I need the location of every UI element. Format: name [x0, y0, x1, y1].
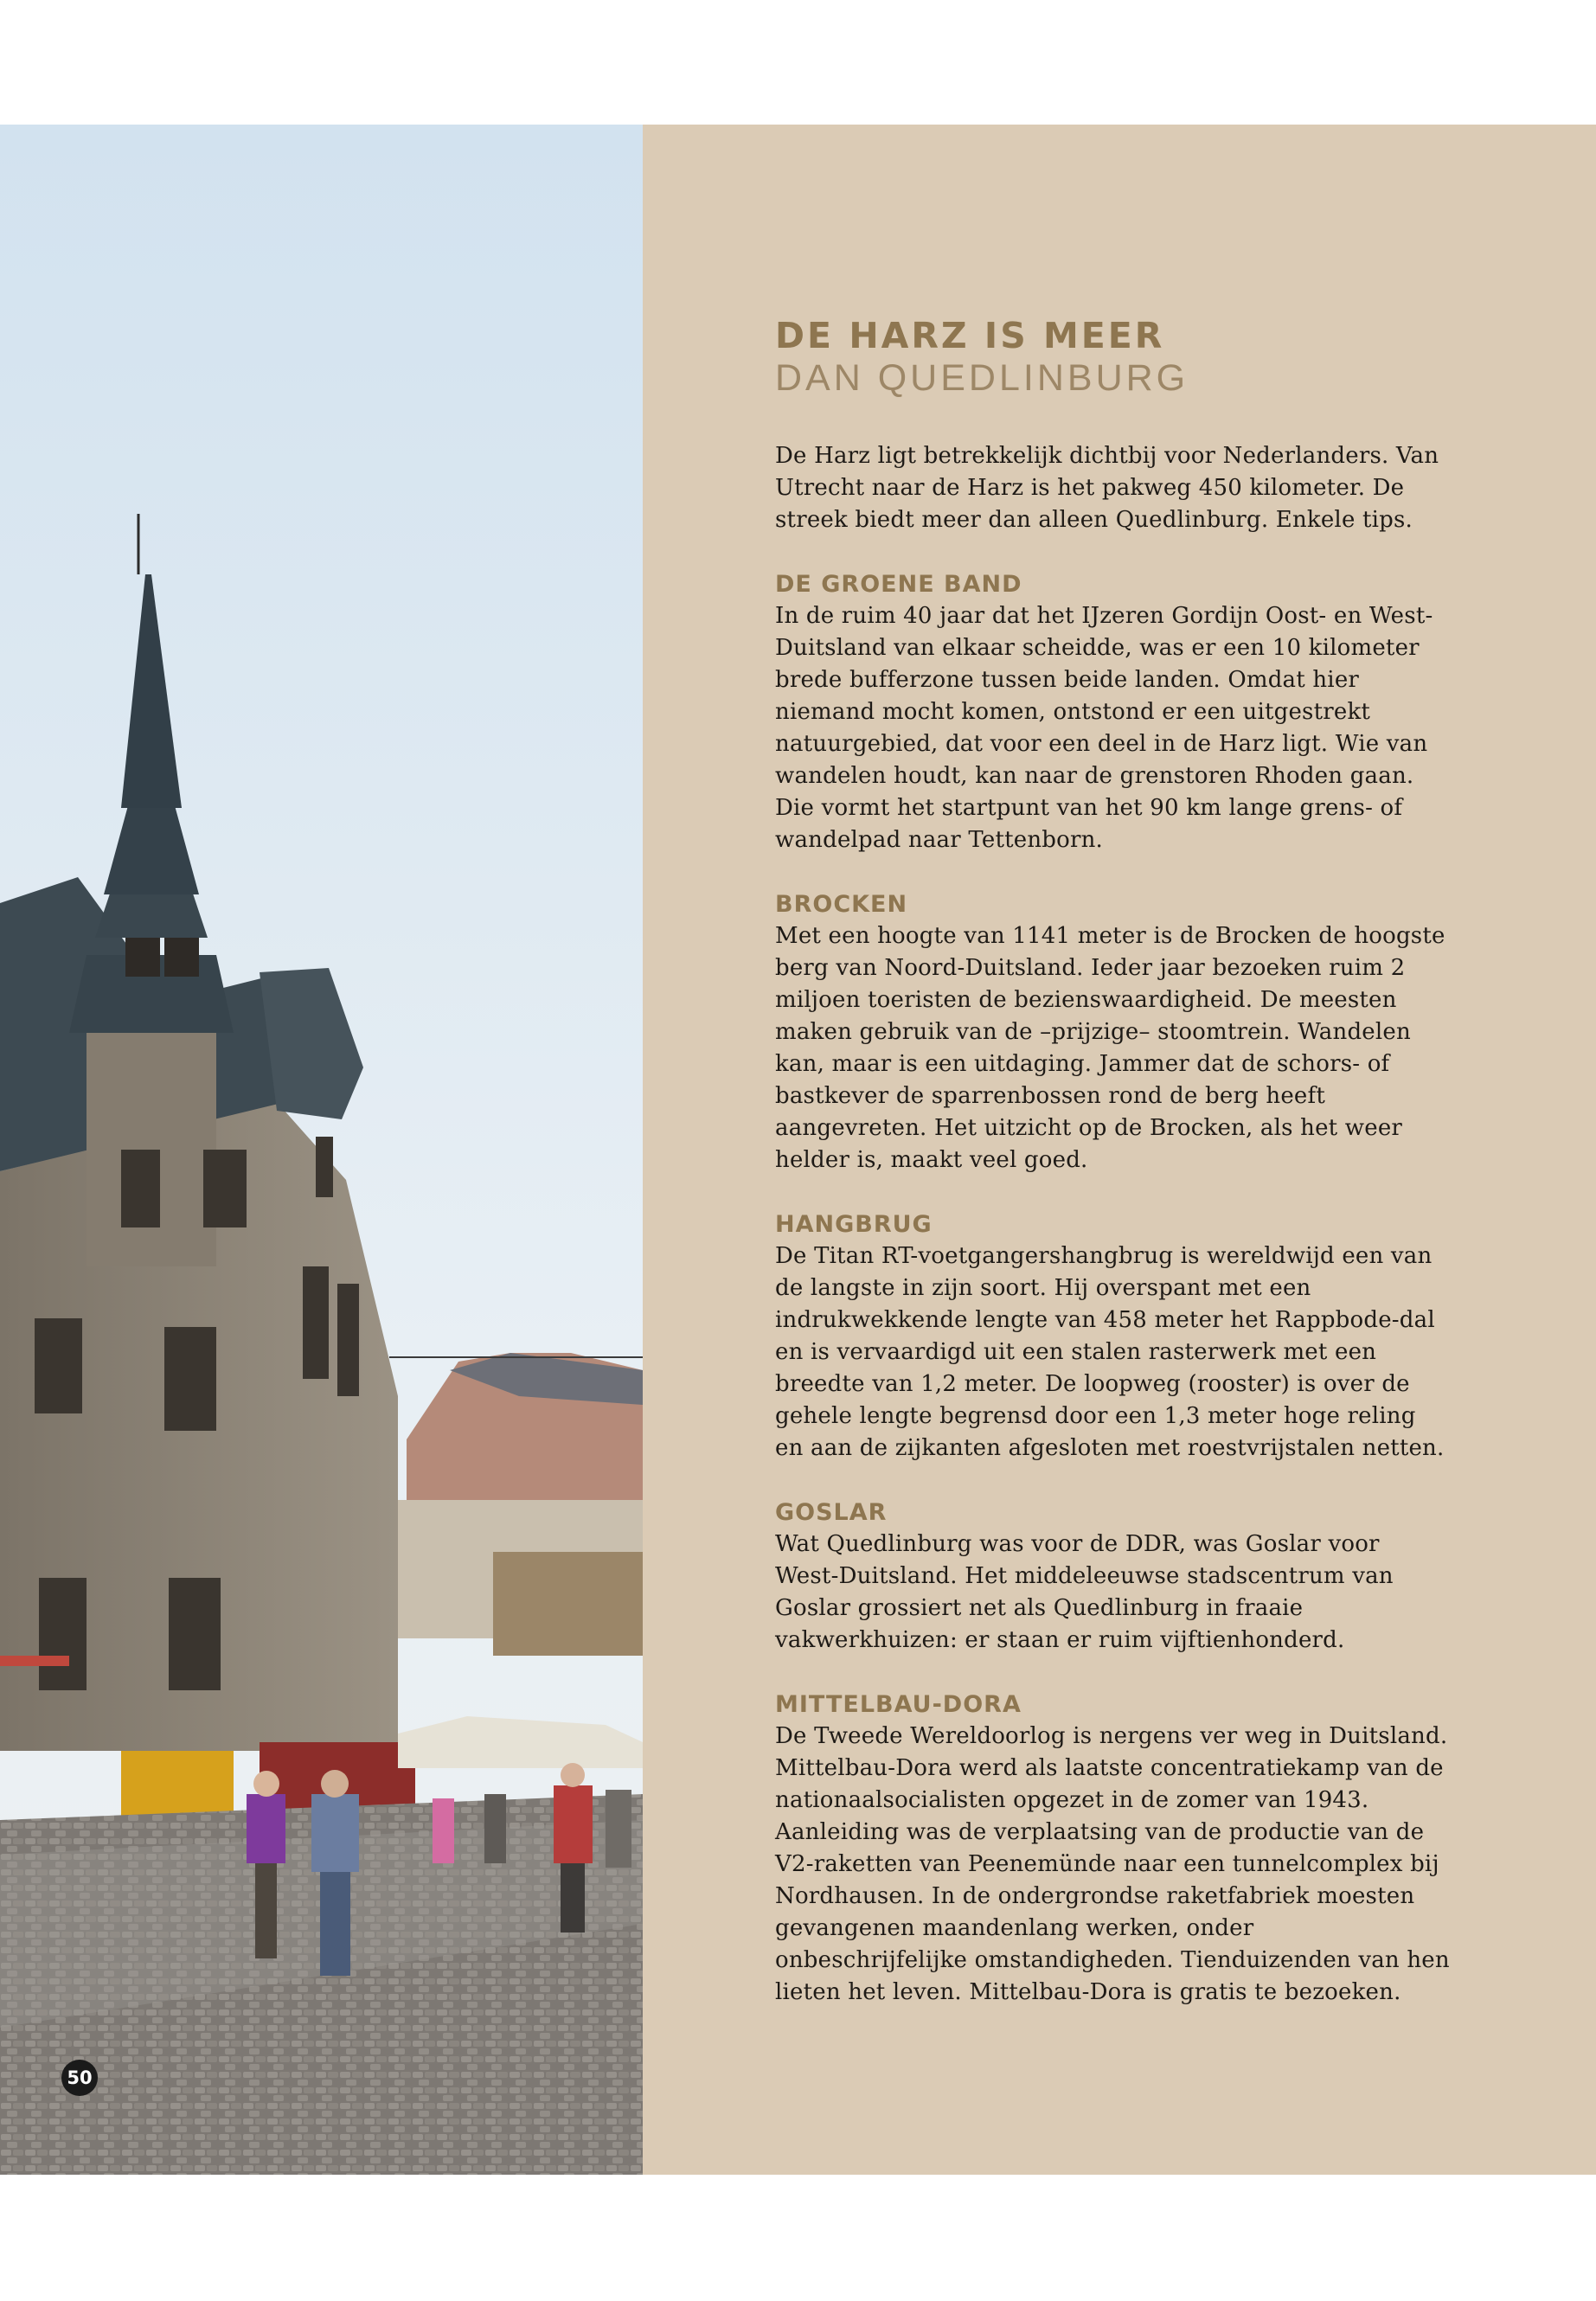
section-text: In de ruim 40 jaar dat het IJzeren Gordijn Oost- en West-Duitsland van elkaar scheidde, was er een 10 kilometer brede bufferzone tussen beide landen. Omdat hier niemand mocht komen, ontstond er een uitgestrekt natuurgebied, dat voor een deel in de Harz ligt. Wie van wandelen houdt, kan naar de grenstoren Rhoden gaan. Die vormt het startpunt van het 90 km lange grens- of wandelpad naar Tettenborn.: [775, 603, 1433, 853]
intro: [775, 440, 1450, 536]
article: [775, 315, 1450, 2009]
page-number: 50: [61, 2060, 98, 2096]
text-panel: [643, 125, 1596, 2175]
section-goslar: [775, 1497, 1450, 1657]
section-text: Wat Quedlinburg was voor de DDR, was Goslar voor West-Duitsland. Het middeleeuwse stadscentrum van Goslar grossiert net als Quedlinburg in fraaie vakwerkhuizen: er staan er ruim vijftienhonderd.: [775, 1531, 1394, 1653]
section-heading: DE GROENE BAND: [775, 571, 1022, 598]
section-mittelbau-dora: [775, 1689, 1450, 2009]
section-heading: GOSLAR: [775, 1499, 888, 1526]
section-brocken: [775, 889, 1450, 1176]
article-subtitle: DAN QUEDLINBURG: [775, 357, 1189, 399]
section-heading: BROCKEN: [775, 891, 908, 918]
section-groene-band: [775, 569, 1450, 856]
section-heading: MITTELBAU-DORA: [775, 1691, 1022, 1718]
section-text: De Tweede Wereldoorlog is nergens ver weg in Duitsland. Mittelbau-Dora werd als laatste concentratiekamp van de nationaalsocialisten opgezet in de zomer van 1943. Aanleiding was de verplaatsing van de productie van de V2-raketten van Peenemünde naar een tunnelcomplex bij Nordhausen. In de ondergrondse raketfabriek moesten gevangenen maandenlang werken, onder onbeschrijfelijke omstandigheden. Tienduizenden van hen lieten het leven. Mittelbau-Dora is gratis te bezoeken.: [775, 1723, 1450, 2005]
section-hangbrug: [775, 1209, 1450, 1465]
section-text: De Titan RT-voetgangershangbrug is wereldwijd een van de langste in zijn soort. Hij overspant met een indrukwekkende lengte van 458 meter het Rappbode-dal en is vervaardigd uit een stalen rasterwerk met een breedte van 1,2 meter. De loopweg (rooster) is over de gehele lengte begrensd door een 1,3 meter hoge reling en aan de zijkanten afgesloten met roestvrijstalen netten.: [775, 1243, 1445, 1461]
intro-text: De Harz ligt betrekkelijk dichtbij voor Nederlanders. Van Utrecht naar de Harz is het pakweg 450 kilometer. De streek biedt meer dan alleen Quedlinburg. Enkele tips.: [775, 443, 1439, 533]
section-heading: HANGBRUG: [775, 1211, 933, 1238]
town-square-photo: [0, 125, 643, 2175]
article-title: DE HARZ IS MEER: [775, 315, 1165, 356]
magazine-spread: [0, 125, 1596, 2175]
section-text: Met een hoogte van 1141 meter is de Brocken de hoogste berg van Noord-Duitsland. Ieder jaar bezoeken ruim 2 miljoen toeristen de bezienswaardigheid. De meesten maken gebruik van de –prijzige– stoomtrein. Wandelen kan, maar is een uitdaging. Jammer dat de schors- of bastkever de sparrenbossen rond de berg heeft aangevreten. Het uitzicht op de Brocken, als het weer helder is, maakt veel goed.: [775, 923, 1445, 1173]
